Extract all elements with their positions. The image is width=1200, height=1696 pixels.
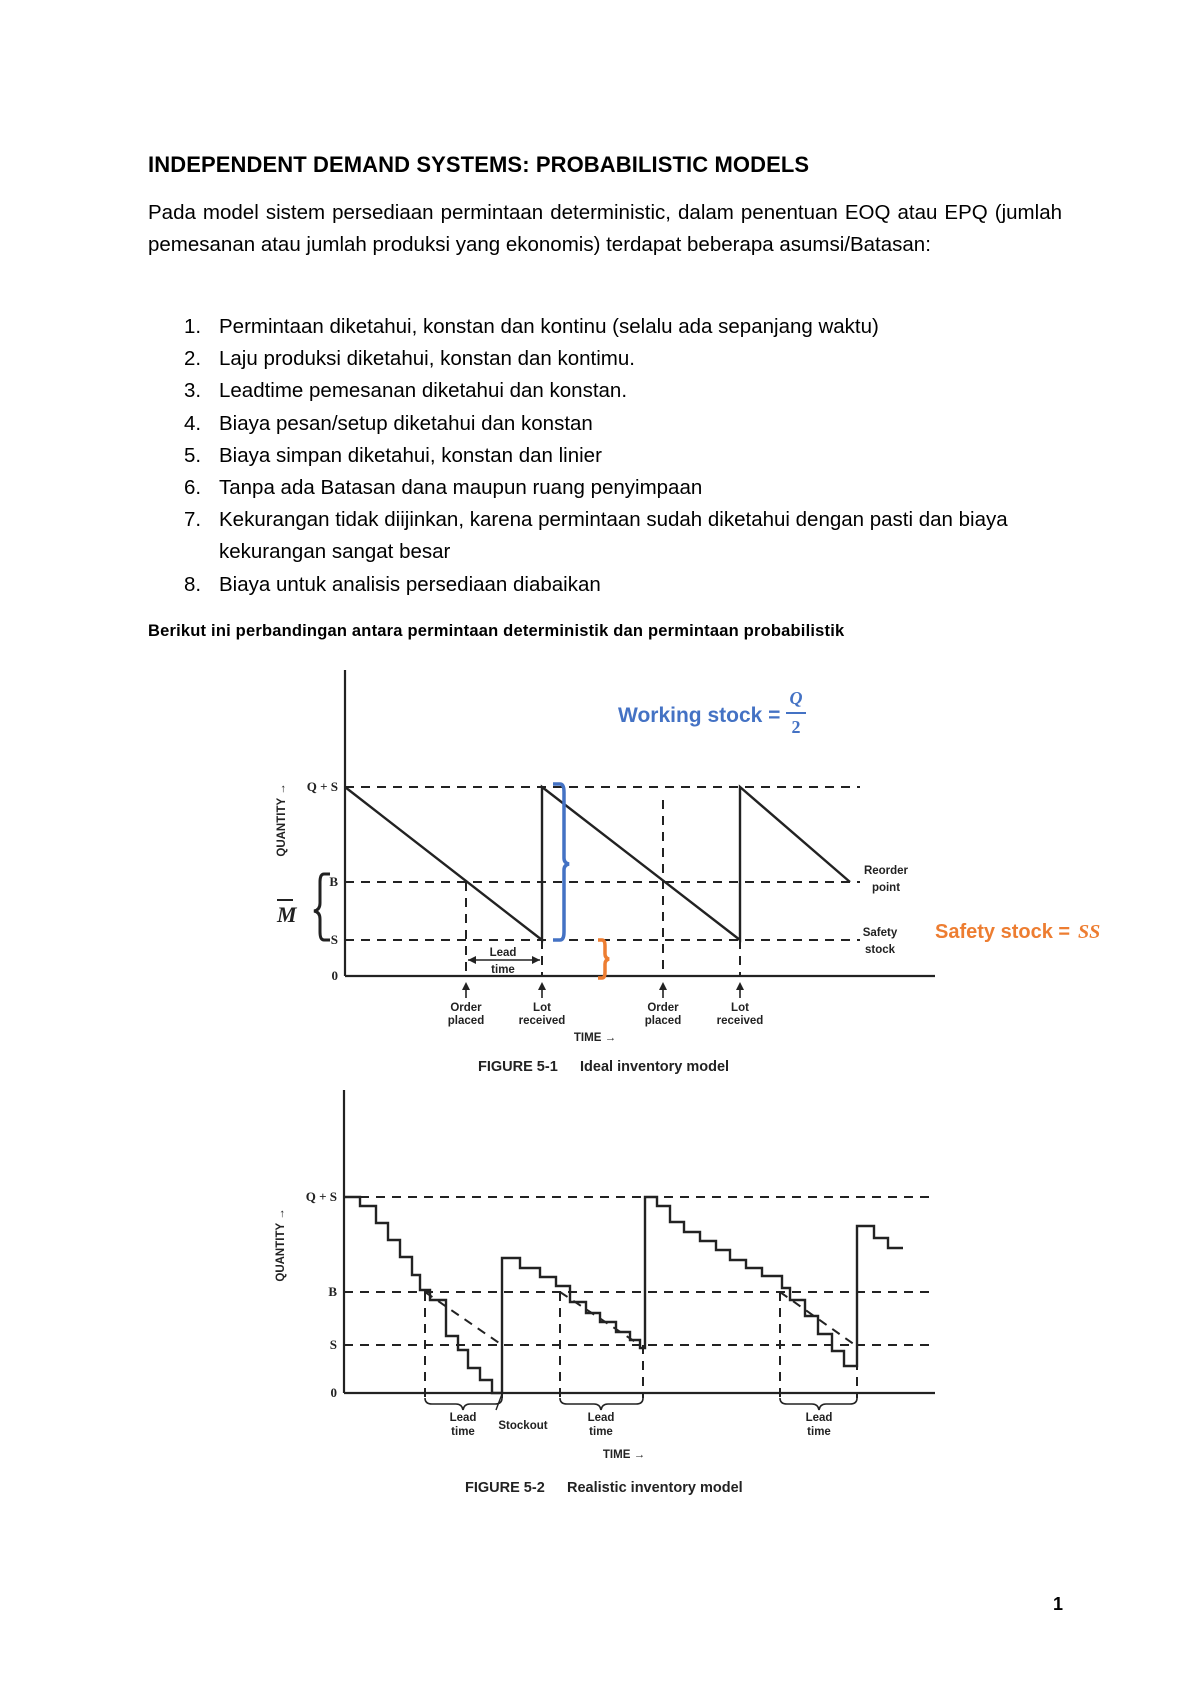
figure1-caption-label: FIGURE 5-1	[478, 1059, 558, 1075]
comparison-heading: Berikut ini perbandingan antara permintaan deterministik dan permintaan probabilistik	[148, 622, 845, 640]
lot-received-label: Lot	[731, 1002, 749, 1014]
figure2-caption-label: FIGURE 5-2	[465, 1480, 545, 1496]
b-level-label: B	[328, 1284, 337, 1299]
working-stock-numerator: Q	[789, 688, 803, 708]
list-item	[148, 408, 1048, 440]
safety-stock-bracket	[598, 940, 609, 978]
page-number: 1	[1053, 1594, 1064, 1614]
lead-time-label: Lead	[805, 1412, 833, 1424]
order-placed-label: placed	[644, 1015, 682, 1027]
list-item	[148, 375, 1048, 407]
lot-received-label: received	[716, 1015, 764, 1027]
list-text: Biaya pesan/setup diketahui dan konstan	[219, 411, 593, 435]
list-text: Leadtime pemesanan diketahui dan konstan.	[219, 379, 628, 403]
list-number: 2.	[184, 347, 202, 371]
zero-level-label: 0	[330, 1385, 337, 1400]
intro-paragraph: Pada model sistem persediaan permintaan deterministic, dalam penentuan EOQ atau EPQ (jumlah pemesanan atau jumlah produksi yang ekonomis) terdapat beberapa asumsi/Batasan:	[148, 201, 1062, 256]
event-arrows	[462, 982, 744, 998]
working-stock-denominator: 2	[791, 717, 801, 737]
mean-symbol: M	[277, 902, 297, 927]
list-number: 4.	[184, 411, 202, 435]
order-placed-label: Order	[450, 1002, 482, 1014]
lead-time-label: time	[807, 1426, 831, 1438]
assumption-list	[148, 311, 1048, 601]
quantity-axis-label: QUANTITY →	[276, 783, 288, 857]
list-number: 6.	[184, 476, 202, 500]
lead-time-label: time	[451, 1426, 475, 1438]
list-item	[148, 440, 1048, 472]
reorder-point-label: Reorder	[863, 865, 909, 877]
list-text: Biaya untuk analisis persediaan diabaikan	[219, 572, 601, 596]
s-level-label: S	[330, 932, 338, 947]
lead-time-label: Lead	[587, 1412, 615, 1424]
lead-time-label: time	[491, 964, 515, 976]
reorder-point-label: point	[871, 882, 901, 894]
list-text: Permintaan diketahui, konstan dan kontinu (selalu ada sepanjang waktu)	[219, 315, 879, 338]
list-item	[148, 504, 1048, 568]
list-number: 8.	[184, 572, 202, 596]
b-level-label: B	[329, 874, 338, 889]
list-text: Laju produksi diketahui, konstan dan kontimu.	[219, 347, 635, 371]
list-item	[148, 311, 1048, 343]
list-number: 5.	[184, 443, 202, 467]
figure-realistic-inventory-model	[0, 1080, 1200, 1510]
list-text: Tanpa ada Batasan dana maupun ruang penyimpaan	[219, 476, 703, 500]
working-stock-text: Working stock =	[618, 704, 781, 727]
list-item	[148, 472, 1048, 504]
quantity-axis-label: QUANTITY →	[275, 1208, 287, 1282]
qs-level-label: Q + S	[305, 1189, 337, 1204]
zero-level-label: 0	[331, 968, 338, 983]
lead-time-label: Lead	[449, 1412, 477, 1424]
safety-stock-label: Safety	[862, 927, 898, 939]
figure1-caption-title: Ideal inventory model	[580, 1059, 730, 1075]
lead-time-label: time	[589, 1426, 613, 1438]
arrow-head-icon	[468, 956, 476, 964]
order-placed-label: Order	[647, 1002, 679, 1014]
lead-time-brace	[425, 1398, 502, 1410]
safety-stock-symbol: SS	[1078, 921, 1101, 943]
lead-time-label: Lead	[489, 947, 517, 959]
lot-received-label: Lot	[533, 1002, 551, 1014]
lead-time-brace	[560, 1398, 643, 1410]
list-text: Biaya simpan diketahui, konstan dan linier	[219, 443, 602, 467]
list-text: Kekurangan tidak diijinkan, karena permintaan sudah diketahui dengan pasti dan biaya kekurangan sangat besar	[219, 508, 1008, 564]
list-number: 1.	[184, 315, 202, 338]
list-number: 3.	[184, 379, 202, 403]
list-item	[148, 343, 1048, 375]
figure2-caption-title: Realistic inventory model	[567, 1480, 743, 1496]
list-number: 7.	[184, 508, 202, 532]
stockout-label: Stockout	[498, 1420, 548, 1432]
time-axis-label: TIME →	[573, 1032, 617, 1044]
s-level-label: S	[329, 1337, 337, 1352]
lot-received-label: received	[518, 1015, 566, 1027]
order-placed-label: placed	[447, 1015, 485, 1027]
list-item	[148, 569, 1048, 601]
page-title: INDEPENDENT DEMAND SYSTEMS: PROBABILISTIC MODELS	[148, 152, 810, 177]
qs-level-label: Q + S	[306, 779, 338, 794]
arrow-head-icon	[532, 956, 540, 964]
lead-time-brace	[780, 1398, 857, 1410]
figure-ideal-inventory-model	[0, 660, 1200, 1080]
inventory-sawtooth	[345, 787, 850, 940]
safety-stock-label: stock	[864, 944, 896, 956]
time-axis-label: TIME →	[602, 1449, 646, 1461]
safety-stock-annotation: Safety stock =	[935, 921, 1071, 943]
mean-bracket	[314, 874, 330, 940]
